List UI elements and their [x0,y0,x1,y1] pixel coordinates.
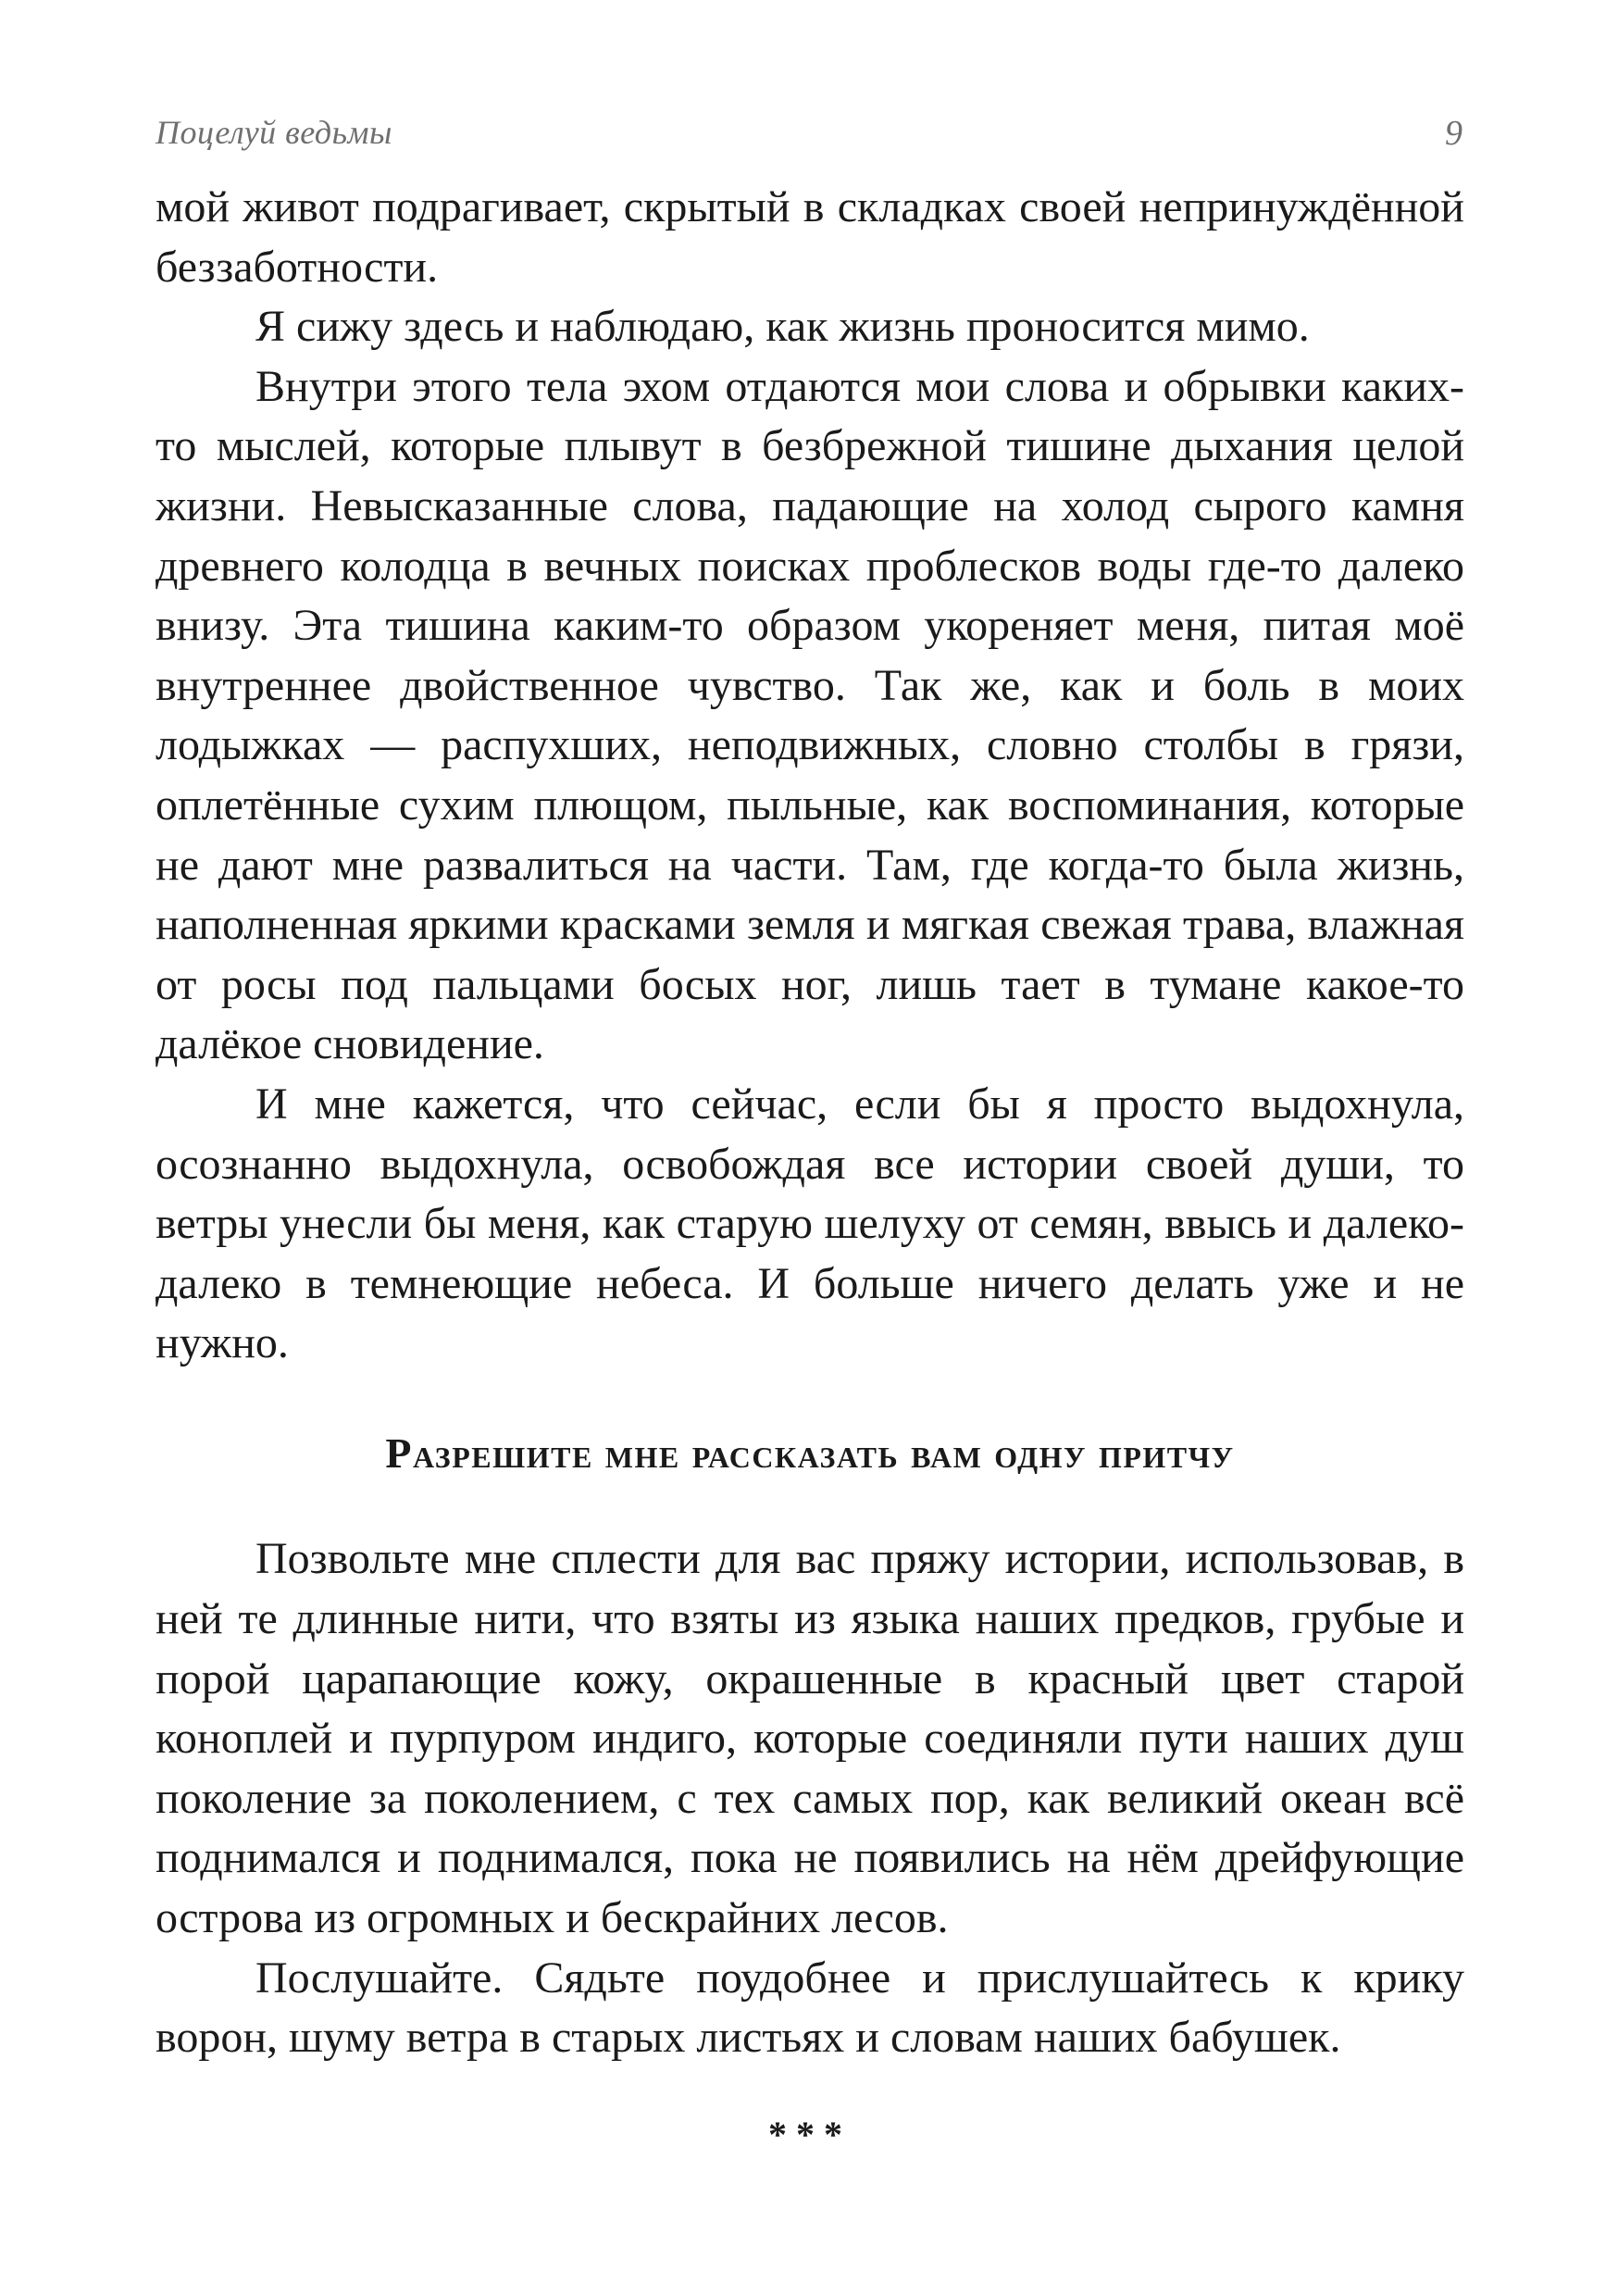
section-break: *** [768,2113,852,2155]
paragraph: Внутри этого тела эхом отдаются мои слова и обрывки каких-то мыслей, которые плывут в безбрежной тишине дыхания целой жизни. Невысказанные слова, падающие на холод сырого камня древнего колодца в вечных поисках проблесков воды где-то далеко внизу. Эта тишина каким-то образом укореняет меня, питая моё внутреннее двойственное чувство. Так же, как и боль в моих лодыжках — распухших, неподвижных, словно столбы в грязи, оплетённые сухим плющом, пыльные, как воспоминания, которые не дают мне развалиться на части. Там, где когда-то была жизнь, наполненная яркими красками земля и мягкая свежая трава, влажная от росы под пальцами босых ног, лишь тает в тумане какое-то далёкое сновидение. [156,361,1464,1069]
main-text [156,178,1464,2165]
section-heading: Разрешите мне рассказать вам одну притчу [385,1429,1235,1477]
paragraph: Послушайте. Сядьте поудобнее и прислушайтесь к крику ворон, шуму ветра в старых листьях и словам наших бабушек. [156,1953,1464,2063]
paragraph: Позвольте мне сплести для вас пряжу истории, использовав, в ней те длинные нити, что взяты из языка наших предков, грубые и порой царапающие кожу, окрашенные в красный цвет старой коноплей и пурпуром индиго, которые соединяли пути наших душ поколение за поколением, с тех самых пор, как великий океан всё поднимался и поднимался, пока не появились на нём дрейфующие острова из огромных и бескрайних лесов. [156,1534,1464,1943]
paragraph-continuation: мой живот подрагивает, скрытый в складках своей непринуждённой беззаботности. [156,182,1464,292]
paragraph: И мне кажется, что сейчас, если бы я просто выдохнула, осознанно выдохнула, освобождая все истории своей души, то ветры унесли бы меня, как старую шелуху от семян, ввысь и далеко-далеко в темнеющие небеса. И больше ничего делать уже и не нужно. [156,1079,1464,1368]
paragraph: Я сижу здесь и наблюдаю, как жизнь проносится мимо. [255,302,1310,352]
running-title: Поцелуй ведьмы [156,114,392,151]
page-number: 9 [1445,114,1462,153]
